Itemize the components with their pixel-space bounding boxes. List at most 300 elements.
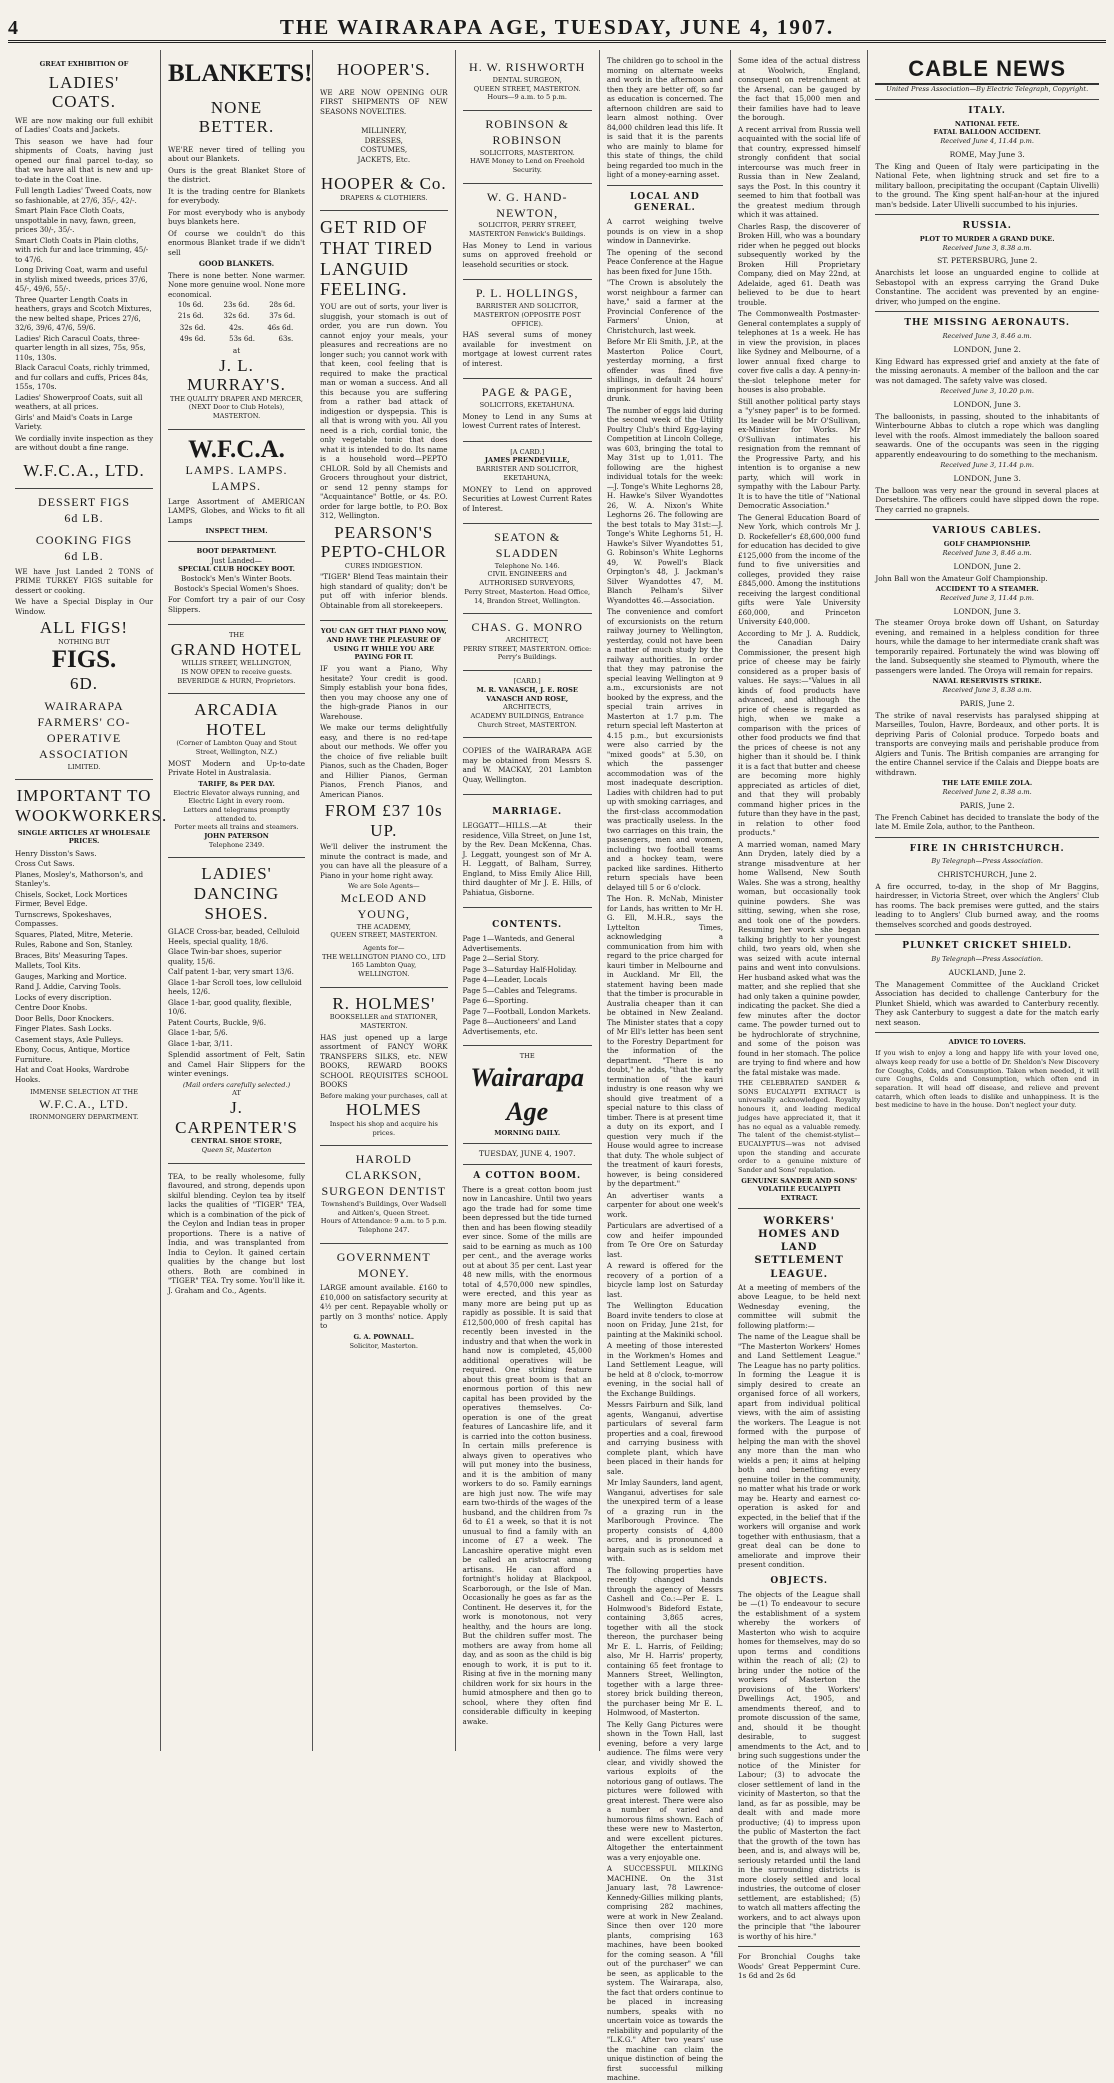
story-received: Received June 3, 8.46 a.m. <box>942 332 1032 341</box>
contents-item: Page 7—Football, London Markets. <box>462 1006 591 1016</box>
robinson-card <box>463 111 592 184</box>
ad-text: "TIGER" Blend Teas maintain their high standard of quality; don't be put off with inferior blends. Obtainable from all storekeepers. <box>320 572 448 610</box>
ad-title: R. HOLMES' <box>332 993 436 1013</box>
address: 165 Lambton Quay, <box>351 961 417 970</box>
news-paragraph: The name of the League shall be "The Masterton Workers' Homes and Land Settlement League." The League has no party politics. In forming the League it is simply desired to create an organised force of all workers, apart from individual political views, with the aim of assisting the workers. The League is not formed with the purpose of helping the man with the shovel any more than the man who wields a pen; it aims at helping both and benefiting every genuine toiler in the community, no matter what his trade or work may be. Hearty and earnest co-operation is asked for and expected, in the belief that if the workers will organise and work together with enthusiasm, that a great deal can be done to ameliorate and improve their present condition. <box>738 1332 861 1570</box>
news-paragraph: The Wellington Education Board invite tenders to close at noon on Friday, June 21st, for painting at the Makiniki school. <box>606 1301 724 1339</box>
paper-date: TUESDAY, JUNE 4, 1907. <box>478 1149 576 1159</box>
story-heading: NAVAL RESERVISTS STRIKE. <box>932 677 1042 686</box>
story-country: VARIOUS CABLES. <box>932 526 1042 537</box>
tool-item: Finger Plates. Sash Locks. <box>15 1024 112 1034</box>
price: 32s 6d. <box>223 312 250 321</box>
coat-item: Smart Plain Face Cloth Coats, unspottable in navy, fawn, green, prices 30/-, 35/-. <box>15 206 136 235</box>
card-text: HAVE Money to Lend on Freehold Security. <box>469 157 585 174</box>
store-address: (NEXT Door to Club Hotels), MASTERTON. <box>188 403 285 421</box>
news-paragraph: The Commonwealth Postmaster-General contemplates a supply of telephones at 1s a week. He has in view the provision, in places like Sydney and Melbourne, of a lower annual fixed charge to cover five calls a day. A penny-in-the-slot telephone meter for houses is also probable. <box>738 309 861 394</box>
contents-item: Page 4—Leader, Locals <box>462 975 548 985</box>
card-title: SEATON & SLADDEN <box>494 530 561 560</box>
firm-name: W.F.C.A., LTD. <box>23 460 145 480</box>
piano-ad <box>320 621 448 987</box>
hours: Hours of Attendance: 9 a.m. to 5 p.m. Telephone 247. <box>320 1217 447 1235</box>
news-paragraph: Before Mr Eli Smith, J.P., at the Masterton Police Court, yesterday morning, a first offender was fined five shillings, in default 24 hours' imprisonment for having been drunk. <box>606 337 724 404</box>
hooper-item: COSTUMES, <box>360 145 408 155</box>
paper-sub: MORNING DAILY. <box>494 1129 561 1138</box>
cable-news-sub: United Press Association—By Electric Telegraph, Copyright. <box>886 85 1089 94</box>
proprietors: BEVERIDGE & HURN, Proprietors. <box>177 676 296 685</box>
story-dateline: ROME, May June 3. <box>949 149 1025 159</box>
cable-story <box>875 779 1099 831</box>
hand-newton-card <box>463 184 592 281</box>
figs-price: 6d LB. <box>64 511 104 526</box>
subsection-heading: OBJECTS. <box>770 1575 829 1586</box>
ad-text: YOU are out of sorts, your liver is sluggish, your stomach is out of order, you are run down. You cannot enjoy your meals, your pleasures and recreations are no longer such; you cannot work with that keen, cool feeling that is required to make the practical man or woman a success. And all this because you are suffering from a rather bad attack of indigestion or dyspepsia. This is all that is wrong with you. All you need is a rich, cordial tonic, the only vegetable tonic that does what it is intended to do. Its name is a household word—PEPTO CHLOR. Sold by all Chemists and Grocers throughout your district, or send 12 penny stamps for "Acquaintance" Bottle, or 4s. P.O. order for large bottle, to P.O. Box 312, Wellington. <box>320 302 448 521</box>
store-sub: CENTRAL SHOE STORE, <box>190 1137 282 1146</box>
tool-item: Casement stays, Axle Pulleys. <box>15 1034 124 1044</box>
column-5 <box>600 50 731 2083</box>
phone: Telephone No. 146. <box>494 561 560 570</box>
contents-item: Page 8—Auctioneers' and Land Advertisements, etc. <box>462 1017 577 1036</box>
page-number: 4 <box>8 17 18 39</box>
store-sub: THE ACADEMY, <box>356 922 411 931</box>
tool-item: Centre Door Knobs. <box>15 1003 88 1013</box>
story-heading: ADVICE TO LOVERS. <box>948 1038 1026 1047</box>
story-heading: NATIONAL FETE. <box>954 119 1020 128</box>
ad-footer: IMMENSE SELECTION AT THE <box>30 1088 138 1097</box>
masthead <box>8 6 1106 43</box>
marriage-notice <box>463 795 592 908</box>
contents-item: Page 1—Wanteds, and General Advertisements. <box>462 934 575 953</box>
dentist-ad <box>320 1146 448 1243</box>
tool-item: Turnscrews, Spokeshaves, Compasses. <box>15 909 112 929</box>
department: IRONMONGERY DEPARTMENT. <box>29 1113 139 1121</box>
price: 53s 6d. <box>229 334 255 343</box>
grand-hotel-ad <box>168 625 305 694</box>
pepto-chlor-ad <box>320 211 448 621</box>
story-dateline: CHRISTCHURCH, June 2. <box>937 870 1037 880</box>
story-heading: PLOT TO MURDER A GRAND DUKE. <box>919 234 1055 243</box>
coat-item: Black Caracul Coats, richly trimmed, and fur collars and cuffs, Prices 84s, 155s, 170s. <box>15 363 150 392</box>
department: BOOT DEPARTMENT. <box>196 547 277 556</box>
figs-big: FIGS. <box>51 646 117 674</box>
card-sub: ARCHITECT, <box>505 636 549 645</box>
section-heading: LOCAL AND GENERAL. <box>630 191 700 214</box>
news-paragraph: A reward is offered for the recovery of a portion of a bicycle lamp lost on Saturday last. <box>606 1261 724 1299</box>
store-sub: THE QUALITY DRAPER AND MERCER, <box>169 394 304 403</box>
ad-title: ARCADIA HOTEL <box>194 700 279 739</box>
ad-title: GRAND HOTEL <box>170 639 303 659</box>
column-6 <box>731 50 868 1981</box>
firm-name: W.F.C.A., LTD. <box>39 1097 129 1112</box>
story-body: The French Cabinet has decided to translate the body of the late M. Emile Zola, author, to the Pantheon. <box>875 812 1099 831</box>
cable-story <box>875 311 1099 385</box>
rishworth-card <box>463 54 592 111</box>
shoe-item: GLACE Cross-bar, beaded, Celluloid Heels, special quality, 18/6. <box>168 927 300 946</box>
tool-item: Henry Disston's Saws. <box>15 848 97 858</box>
story-byline: By Telegraph—Press Association. <box>931 955 1043 964</box>
phone: Telephone 2349. <box>208 840 265 849</box>
story-received: Received June 3, 11.44 p.m. <box>940 593 1035 602</box>
dancing-shoes-ad <box>168 858 305 1163</box>
contents-item: Page 5—Cables and Telegrams. <box>462 985 578 995</box>
story-body: The Management Committee of the Auckland Cricket Association has decided to challenge Canterbury for the Plunket Shield, which was awarded to Canterbury recently. They ask Canterbury to suggest a date for the match early next season. <box>875 979 1099 1027</box>
at-label: at <box>232 346 241 356</box>
story-received: Received June 3, 8.38 a.m. <box>942 243 1032 252</box>
ad-text: There is none better. None warmer. None more genuine wool. None more economical. <box>168 270 305 299</box>
story-country: RUSSIA. <box>962 221 1012 232</box>
ad-text: Ours is the great Blanket Store of the district. <box>168 165 305 185</box>
contents-heading: CONTENTS. <box>492 920 563 931</box>
address: ACADEMY BUILDINGS, Entrance Church Street, MASTERTON. <box>470 711 584 729</box>
story-received: Received June 3, 8.46 a.m. <box>942 549 1032 558</box>
ad-text: Electric Elevator always running, and Electric Light in every room. <box>173 788 300 806</box>
news-paragraph: A recent arrival from Russia well acquainted with the social life of that country, expressed himself strongly confident that social intercourse was much freer in Russia than in New Zealand, says the Post. In this country it seemed to him that football was the greatest medium through which it was attained. <box>738 124 861 219</box>
story-dateline: PARIS, June 2. <box>959 698 1015 708</box>
price: 32s 6d. <box>179 323 206 332</box>
newspaper-page <box>8 6 1106 2083</box>
ad-text: LARGE amount available. £160 to £10,000 on satisfactory security at 4½ per cent. Repayable wholly or partly on 3 months' notice. Apply to <box>320 1283 448 1331</box>
ad-text: Bostock's Men's Winter Boots. <box>181 574 292 583</box>
story-heading: PLUNKET CRICKET SHIELD. <box>902 941 1073 952</box>
price: 42s. <box>229 323 244 332</box>
tool-list <box>15 849 153 1085</box>
story-body: King Edward has expressed grief and anxiety at the fate of the missing aeronauts. A member of the balloon and the car was not damaged. The safety valve was closed. <box>875 356 1099 385</box>
ad-highlight: GOOD BLANKETS. <box>198 259 275 269</box>
price: 49s 6d. <box>179 334 206 343</box>
shoe-item: Glace Twin-bar shoes, superior quality, 15/6. <box>168 947 282 966</box>
figs-note: WE have Just Landed 2 TONS of PRIME TURKEY FIGS suitable for dessert or cooking. <box>15 566 153 595</box>
story-dateline: LONDON, June 3. <box>953 606 1021 616</box>
section-heading: WORKERS' HOMES AND LAND SETTLEMENT LEAGUE. <box>754 1215 844 1280</box>
shoe-item: Glace 1-bar, 3/11. <box>168 1038 233 1048</box>
story-received: Received June 3, 8.38 a.m. <box>942 686 1032 695</box>
nothing-but: NOTHING BUT <box>58 637 110 646</box>
notice-text: LEGGATT—HILLS.—At their residence, Villa Street, on June 1st, by the Rev. Dean McKenna, Chas. J. Leggatt, youngest son of Mr A. H. Leggatt, of Balham, Surrey, England, to Miss Emily Alice Hill, third daughter of Mr J. E. Hills, of Pahiatua, Gisborne. <box>462 821 592 897</box>
news-paragraph: The convenience and comfort of excursionists on the return railway journey to Wellington, yesterday, could not have been a matter of much study by the railway authorities. In order that they may patronise the special leaving Wellington at 9 a.m., excursionists are not booked by the express, and the special train arrives in Masterton at 1.7 p.m. The return special left Masterton at 4.15 p.m., but excursionists were also carried by the "mixed goods" at 5.30, on which the passenger accommodation was of the most inadequate description. Ladies with children had to put up with smoking carriages, and the first-class accommodation was practically useless. In the two carriages on this train, the passengers, men and women, including two football teams and a hockey team, were packed like sardines. Hitherto return specials have been delayed till 5 or 6 o'clock. <box>606 607 724 892</box>
news-paragraph: Still another political party stays a "y'sney paper" is to be formed. Its leader will be Mr O'Sullivan, ex-Minister for Works. Mr O'Sullivan intimates his resignation from the remnant of the Progressive Party, and his intention is to organise a new party, which will work in sympathy with the Labour Party. It is to have the title of "National Democratic Association." <box>738 396 861 510</box>
page-card <box>463 379 592 442</box>
story-body: The balloonists, in passing, shouted to the inhabitants of Winterbourne Abbas to clutch a rope which was dangling level with the roofs. Almost immediately the balloon soared seawards. One of the occupants was seen in the rigging apparently endeavouring to do something to the mechanism. <box>875 411 1099 459</box>
column-7 <box>868 50 1106 1751</box>
price: 21s 6d. <box>177 312 204 321</box>
ad-highlight: SPECIAL CLUB HOCKEY BOOT. <box>178 565 295 574</box>
story-body: A fire occurred, to-day, in the shop of Mr Baggins, hairdresser, in Victoria Street, over which the Anglers' Club has rooms. The back premises were gutted, and the stairs leading to to Anglers' Club burned away, and the rooms themselves scorched and goods destroyed. <box>875 881 1099 929</box>
address: WELLINGTON. <box>358 970 410 979</box>
news-paragraph: Particulars are advertised of a cow and heifer impounded from Te Ore Ore on Saturday last. <box>606 1221 724 1259</box>
news-paragraph: A married woman, named Mary Ann Dryden, lately died by a strange misadventure at her home Wallsend, New South Wales. She was a strong, healthy woman, but occasionally took quinine powders. She was sitting, sewing, when she rose, and took one of the powders. Resuming her work she began talking brightly to her youngest child, two years old, when she was seized with acute internal pains and went into convulsions. Her husband asked what was the matter, and she replied that she had only taken a quinine powder, indicating the packet. She died a few minutes after the doctor came. The powder turned out to be hydrochlorate of strychnine, and some of the poison was found in her stomach. The police are trying to find where and how the fatal mistake was made. <box>738 839 861 1077</box>
story-received: Received June 2, 8.38 a.m. <box>942 787 1032 796</box>
ad-text: Letters and telegrams promptly attended to. <box>183 805 290 823</box>
ad-text: It is the trading centre for Blankets for everybody. <box>168 186 305 206</box>
blankets-ad <box>168 54 313 430</box>
ad-text: IF you want a Piano, Why hesitate? Your credit is good. Simply establish your bona fides, then you may choose any one of the high-grade Pianos in our Warehouse. <box>320 664 448 721</box>
story-country: THE MISSING AERONAUTS. <box>904 318 1070 329</box>
newspaper-title: THE WAIRARAPA AGE, TUESDAY, JUNE 4, 1907. <box>279 15 835 39</box>
cable-story <box>875 214 1099 306</box>
ad-body: This season we have had four shipments of Coats, having just opened our final parcel to-day, so that we have all that is new and up-to-date in the Coat line. <box>15 136 153 184</box>
blanket-prices <box>168 301 305 344</box>
story-body: Anarchists let loose an unguarded engine to collide at Sebastopol with an express carrying the Grand Duke Constantine. The accident was prevented by an engine-driver, who jumped on the engine. <box>875 268 1099 306</box>
tool-item: Cross Cut Saws. <box>15 859 75 869</box>
ad-text: For Comfort try a pair of our Cosy Slippers. <box>168 595 305 614</box>
tool-item: Locks of every discription. <box>15 992 112 1002</box>
ad-text: Large Assortment of AMERICAN LAMPS, Globes, and Wicks to fit all Lamps <box>168 496 305 525</box>
cable-story <box>875 99 1099 209</box>
coat-item: Full length Ladies' Tweed Coats, now so fashionable, at 27/6, 35/-, 42/-. <box>15 186 152 205</box>
card-title: PAGE & PAGE, <box>481 385 573 400</box>
contents-item: Page 6—Sporting. <box>462 996 529 1006</box>
price: 37s 6d. <box>269 312 296 321</box>
ad-text: TEA, to be really wholesome, fully flavoured, and strong, depends upon skilful blending. Ceylon tea by itself lacks the qualities of "TIGER" TEA, which is a combination of the pick of the Ceylon and Indian teas in proper proportions. There is a native of India, and was transplanted from India to Ceylon. It gained certain qualities by the change but lost others. Both are combined in "TIGER" TEA. Try some. You'll like it. J. Graham and Co., Agents. <box>168 1171 305 1295</box>
address: PERRY STREET, MASTERTON. Office: Perry's Buildings. <box>463 644 592 662</box>
lamps-heading: LAMPS. LAMPS. LAMPS. <box>185 463 288 494</box>
figs-price: 6d LB. <box>64 548 104 563</box>
company: THE WELLINGTON PIANO CO., LTD <box>321 952 446 961</box>
card-title: H. W. RISHWORTH <box>469 60 586 74</box>
cable-story <box>875 461 1099 514</box>
cable-story <box>875 387 1099 459</box>
notice-heading: MARRIAGE. <box>492 807 563 818</box>
figs-6d: 6D. <box>69 673 99 693</box>
coat-item: Ladies' Showerproof Coats, suit all weathers, at all prices. <box>15 392 143 412</box>
story-heading: FATAL BALLOON ACCIDENT. <box>933 128 1041 137</box>
ad-title: BLANKETS! <box>168 60 313 87</box>
card-sub: SOLICITOR, PERRY STREET, MASTERTON Fenwick's Buildings. <box>468 221 586 239</box>
ad-intro: WE are now making our full exhibit of Ladies' Coats and Jackets. <box>15 115 153 135</box>
tool-item: Rand J. Addie, Carving Tools. <box>15 982 122 992</box>
advertisement-highlight: GENUINE SANDER AND SONS' VOLATILE EUCALYPTI EXTRACT. <box>741 1176 858 1203</box>
shoe-item: Patent Courts, Buckle, 9/6. <box>168 1017 267 1027</box>
hooper-item: JACKETS, Etc. <box>357 154 411 164</box>
card-sub: ARCHITECTS, <box>503 703 552 712</box>
ad-text: MOST Modern and Up-to-date Private Hotel in Australasia. <box>168 758 305 778</box>
news-paragraph: The objects of the League shall be —(1) To endeavour to secure the establishment of a system whereby the workers of Masterton who wish to acquire homes for themselves, may do so upon terms and conditions within the reach of all; (2) to bring under the notice of the workers of Masterton the provisions of the Workers' Dwellings Act, 1905, and amendments thereof, and to promote discussion of the same, and, should it be thought desirable, to suggest amendments to the Act, and to bring such suggestions under the notice of the Minister for Labour; (3) to advocate the closer settlement of land in the vicinity of Masterton, so that the land, as far as possible, may be dealt with and made more productive; (4) to impress upon the public of Masterton the fact that the growth of the town has been, and is, and always will be, seriously retarded until the land in the surrounding districts is more closely settled and local industries, the outcome of closer settlement, are established; (5) to watch all matters affecting the workers, and to act always upon the principle that "the labourer is worthy of his hire." <box>738 1589 861 1941</box>
contents-item: Page 2—Serial Story. <box>462 954 539 964</box>
monro-card <box>463 614 592 671</box>
card-sub: DENTAL SURGEON, <box>492 75 562 84</box>
figs-display: We have a Special Display in Our Window. <box>15 597 153 616</box>
news-paragraph: Messrs Fairburn and Silk, land agents, Wanganui, advertise particulars of several farm properties and a coal, firewood and carrying business with complete plant, which have been placed in their hands for sale. <box>606 1400 724 1476</box>
product-name: PEARSON'S PEPTO-CHLOR <box>320 522 447 562</box>
advertisement-text: THE CELEBRATED SANDER & SONS EUCALYPTI EXTRACT is universally acknowledged. Royalty honours it, and leading medical judges have appreciated it, that it has no equal as a valuable remedy. The talent of the chemist-stylist—EUCALYPTUS—was not advised upon the standing and accurate order to a genuine mixture of Sander and Sons' repulation. <box>738 1079 861 1175</box>
at-label: AT <box>232 1089 241 1098</box>
all-figs: ALL FIGS! <box>39 618 129 638</box>
prendeville-card <box>463 442 592 524</box>
column-2 <box>161 50 313 1751</box>
news-paragraph: The Kelly Gang Pictures were shown in the Town Hall, last evening, before a very large audience. The films were very clear, and vividly showed the various exploits of the notorious gang of outlaws. The pictures were followed with great interest. There were also a number of varied and humorous films shown. Each of these were new to Masterton, and were excellent pictures. Altogether the entertainment was a very enjoyable one. <box>606 1719 724 1862</box>
figs-heading: COOKING FIGS <box>35 533 133 547</box>
hours: Hours—9 a.m. to 5 p.m. <box>487 93 567 102</box>
ad-close: We cordially invite inspection as they are without doubt a fine range. <box>15 433 153 453</box>
contents-box <box>463 908 592 1046</box>
leader-heading: A COTTON BOOM. <box>473 1171 582 1182</box>
coat-item: Girls' and Maid's Coats in Large Variety. <box>15 412 133 432</box>
card-text: Has Money to Lend in various sums on approved freehold or leasehold securities or stock. <box>462 240 592 269</box>
ad-text: We make our terms delightfully easy, and there is no red-tape about our methods. We offer you the choice of five reliable built Pianos, such as the Chaden, Boger and Hillier Pianos, German Pianos, French Pianos, and American Pianos. <box>320 723 448 799</box>
story-received: Received June 3, 11.44 p.m. <box>940 461 1035 470</box>
contents-item: Page 3—Saturday Half-Holiday. <box>462 964 577 974</box>
news-paragraph: According to Mr J. A. Ruddick, the Canadian Dairy Commissioner, the present high price of cheese may be fairly considered as a proper basis of values. He says:—"Values in all kinds of food products have advanced, and although the price of cheese is regarded as high, when we make a comparison with the prices of other food products we find that the prices of cheese is not any higher than it should be. I think it is a fact that butter and cheese are becoming more highly appreciated as articles of diet, and that they will probably command higher prices in the future than they have in the past, in relation to other food products." <box>738 628 861 837</box>
story-dateline: LONDON, June 2. <box>953 344 1021 354</box>
figs-heading: DESSERT FIGS <box>37 495 131 510</box>
story-body: The strike of naval reservists has paralysed shipping at Marseilles, Toulon, Havre, Bordeaux, and other ports. It is depriving Paris of Colonial produce. Torpedo boats and transports are conveying mails and perishable produce from Algiers and Tunis. The British companies are arranging for the entire Channel service if the Calais and Dieppe boats are withdrawn. <box>875 710 1099 777</box>
ad-subtitle: SINGLE ARTICLES AT WHOLESALE PRICES. <box>17 828 151 846</box>
story-dateline: AUCKLAND, June 2. <box>948 968 1026 978</box>
ad-text: WE ARE NOW OPENING OUR FIRST SHIPMENTS OF NEW SEASONS NOVELTIES. <box>320 87 448 116</box>
story-heading: THE LATE EMILE ZOLA. <box>942 779 1033 788</box>
story-dateline: LONDON, June 3. <box>953 474 1021 484</box>
ad-text: Just Landed— <box>211 555 262 565</box>
agent-place: Solicitor, Masterton. <box>349 1341 419 1350</box>
story-dateline: LONDON, June 3. <box>953 399 1021 409</box>
news-paragraph: The Hon. R. McNab, Minister for Lands, has written to Mr H. G. Ell, M.H.R., says the Lyttelton Times, acknowledging a communication from him with regard to the price charged for kauri timber in Melbourne and in Auckland. Mr Ell, the statement having been made that the timber is procurable in Australia cheaper than it can be obtained in New Zealand. The Minister states that a copy of Mr Ell's letter has been sent to the Forestry Department for the information of the department. "There is no doubt," he adds, "that the early termination of the kauri industry is one reason why we should give treatment of a special nature to this class of timber. There is at present time a duty on its export, and I question very much if the House would agree to increase that duty. The whole subject of the treatment of kauri forests, however, is being considered by the department." <box>606 894 724 1189</box>
story-dateline: ST. PETERSBURG, June 2. <box>937 256 1038 266</box>
story-received: Received June 4, 11.44 p.m. <box>940 137 1035 146</box>
figs-ad <box>15 489 153 780</box>
shoe-item: Glace 1-bar, good quality, flexible, 10/6. <box>168 997 292 1017</box>
news-paragraph: Charles Rasp, the discoverer of Broken Hill, who was a boundary rider when he pegged out blocks subsequently worked by the Broken Hill Proprietary Company, died on May 22nd, at Adelaide, aged 61. Death was believed to be due to heart trouble. <box>738 221 861 307</box>
news-paragraph: A SUCCESSFUL MILKING MACHINE. On the 31st January last, 78 Lawrence-Kennedy-Gillies milking plants, comprising 282 machines, were at work in New Zealand. Since then over 120 more plants, comprising 163 machines, have been booked for the coming season. A "fill out of the purchaser" we can be seen, as applicable to the system. The Wairarapa, also, the fact that orders continue to be placed in increasing numbers, speaks with no uncertain voice as towards the reliability and popularity of the "L.K.G." After two years' use the machine can claim the unique distinction of being the first successful milking machine. <box>606 1864 724 2083</box>
holmes-ad <box>320 988 448 1147</box>
hollings-card <box>463 280 592 379</box>
tool-item: Gauges, Marking and Mortice. <box>15 971 127 981</box>
coat-item: Smart Cloth Coats in Plain cloths, with rich fur and lace trimming, 45/- to 47/6. <box>15 235 149 264</box>
the-label: THE <box>519 1052 535 1061</box>
seaton-card <box>463 524 592 614</box>
card-title: P. L. HOLLINGS, <box>475 286 579 301</box>
card-sub: SOLICITORS, EKETAHUNA. <box>479 401 575 410</box>
store-name: J. L. MURRAY'S. <box>187 355 286 395</box>
card-sub: BARRISTER AND SOLICITOR, MASTERTON (OPPOSITE POST OFFICE). <box>473 302 581 328</box>
tariff: TARIFF, 8s PER DAY. <box>198 779 275 788</box>
shoe-item: Glace 1-bar, 5/6. <box>168 1028 228 1038</box>
wfca-lamps-ad <box>168 430 305 625</box>
price: 23s 6d. <box>223 301 250 310</box>
news-paragraph: At a meeting of members of the above League, to be held next Wednesday evening, the committee will submit the following platform:— <box>738 1282 861 1330</box>
store-sub: DRAPERS & CLOTHIERS. <box>340 193 428 202</box>
vanasch-card <box>463 671 592 738</box>
card-title: ROBINSON & ROBINSON <box>485 116 570 147</box>
card-sub: BARRISTER AND SOLICITOR, EKETAHUNA, <box>476 465 579 482</box>
news-paragraph: Some idea of the actual distress at Woolwich, England, consequent on retrenchment at the Arsenal, can be gauged by the fact that 15,000 men and their families have had to leave the borough. <box>738 56 861 122</box>
price: FROM £37 10s UP. <box>324 801 443 840</box>
tool-item: Chisels, Socket, Lock Mortices Firmer, Bevel Edge. <box>15 889 128 909</box>
ad-text: Before making your purchases, call at <box>320 1091 448 1100</box>
tool-item: Mallets, Tool Kits. <box>15 961 81 971</box>
card-text: MONEY to Lend on approved Securities at Lowest Current Rates of Interest. <box>462 484 592 513</box>
store-sub: BOOKSELLER and STATIONER, MASTERTON. <box>329 1013 438 1031</box>
ad-text: Inspect his shop and acquire his prices. <box>329 1120 438 1137</box>
ad-text: WE'RE never tired of telling you about our Blankets. <box>168 144 305 164</box>
notice-text: COPIES of the WAIRARAPA AGE may be obtained from Messrs S. and W. MACKAY, 201 Lambton Quay, Wellington. <box>462 746 592 784</box>
address: Queen St, Masterton <box>201 1145 272 1154</box>
coat-item: Long Driving Coat, warm and useful in stylish mixed tweeds, prices 37/6, 45/-, 49/6, 55/-. <box>15 265 148 294</box>
product-claim: CURES INDIGESTION. <box>344 561 423 570</box>
ad-title: W.F.C.A. <box>188 435 285 463</box>
ad-text: We are Sole Agents— <box>347 882 420 891</box>
story-body: The balloon was very near the ground in several places at Dorsetshire. The officers could have slipped down the rope. They carried no grapnels. <box>875 485 1099 514</box>
tool-item: Door Bells, Door Knockers. <box>15 1013 115 1023</box>
shoe-item: Calf patent 1-bar, very smart 13/6. <box>168 967 294 977</box>
cable-story <box>875 677 1099 777</box>
news-paragraph: "The Crown is absolutely the worst neighbour a farmer can have," said a farmer at the Provincial Conference of the Farmers' Union, at Christchurch, last week. <box>606 278 724 335</box>
news-paragraph: The following properties have recently changed hands through the agency of Messrs Cashell and Co.:—Per E. L. Holmwood's Bideford Estate, containing 3,865 acres, together with all the stock thereon, the purchaser being Mr E. L. Harris, of Feilding; also, Mr H. Harris' property, containing 65 feet frontage to Manners Street, Wellington, together with a large three-storey brick building thereon, the purchaser being Mr E. L. Holmwood, of Masterton. <box>606 1565 724 1718</box>
ad-text: Bostock's Special Women's Shoes. <box>174 583 299 593</box>
story-heading: FIRE IN CHRISTCHURCH. <box>909 843 1065 854</box>
store-name: HOLMES <box>345 1100 422 1120</box>
story-country: ITALY. <box>968 105 1006 116</box>
editorial-nameplate <box>463 1046 592 1736</box>
ad-text: HAS just opened up a large assortment of FANCY WORK TRANSFERS SILKS, etc. NEW BOOKS, REWARD BOOKS SCHOOL REQUISITES SCHOOL BOOKS <box>320 1032 448 1090</box>
ad-text: We'll deliver the instrument the minute the contract is made, and you can have all the pleasure of a Piano in your home right away. <box>320 842 448 880</box>
ad-subtitle: BETTER. <box>198 117 275 137</box>
news-paragraph: A meeting of those interested in the Workmen's Homes and Land Settlement League, will be held at 8 o'clock, to-morrow evening, in the social hall of the Exchange Buildings. <box>606 1341 724 1398</box>
ad-title: GOVERNMENT MONEY. <box>336 1249 431 1280</box>
news-paragraph: The number of eggs laid during the second week of the Utility Poultry Club's third Egg-laying Competition at Lincoln College, was 603, bringing the total to May 31st up to 1,011. The following are the highest individual totals for the week:—J. Tonge's White Leghorns 28, H. Hawke's Silver Wyandottes 26, W. A. Nixon's White Leghorns 26. The following are the best totals to May 31st:—J. Tonge's White Leghorns 51, H. Hawke's Silver Wyandottes 51, G. Robinson's White Leghorns 49, W. Powell's Black Orpington's 48, J. Jackman's Silver Wyandottes 47, M. Blanch Pelham's Silver Wyandottes 46.—Association. <box>606 405 724 605</box>
news-paragraph: A carrot weighing twelve pounds is on view in a shop window in Dannevirke. <box>606 217 724 246</box>
price: 46s 6d. <box>267 323 294 332</box>
store-name: McLEOD AND YOUNG, <box>340 890 427 921</box>
card-text: HAS several sums of money available for investment on mortgage at lowest current rates of interest. <box>462 330 592 368</box>
story-body: The King and Queen of Italy were participating in the National Fete, when lightning struck and set fire to a military balloon, precipitating the occupant (Captain Ulivelli) to the ground. The King spent half-an-hour at the injured man's bedside. Later Ulivelli succumbed to his injuries. <box>875 161 1099 209</box>
advertisement-text: For Bronchial Coughs take Woods' Great Peppermint Cure. 1s 6d and 2s 6d <box>738 1952 861 1981</box>
paper-name: Wairarapa Age <box>470 1062 585 1127</box>
card-sub: CIVIL ENGINEERS and AUTHORISED SURVEYORS, <box>479 570 576 588</box>
cable-story <box>875 585 1099 675</box>
cable-stories <box>875 99 1099 832</box>
ad-note: (Mail orders carefully selected.) <box>182 1080 291 1089</box>
story-byline: By Telegraph—Press Association. <box>931 857 1043 866</box>
tool-item: Braces, Bits' Measuring Tapes. <box>15 950 128 960</box>
arcadia-hotel-ad <box>168 694 305 858</box>
coat-item: Ladies' Rich Caracul Coats, three-quarter length in all sizes, 75s, 95s, 110s, 130s. <box>15 333 146 362</box>
coat-item: Three Quarter Length Coats in heathers, grays and Scotch Mixtures, the new belted shape, Prices 27/6, 32/6, 39/6, 47/6, 59/6. <box>15 294 152 333</box>
ad-text: Agents for— <box>363 944 405 953</box>
card-title: CHAS. G. MONRO <box>471 620 583 635</box>
hooper-item: DRESSES, <box>364 135 403 145</box>
story-heading: ACCIDENT TO A STEAMER. <box>935 585 1039 594</box>
tool-item: Rules, Rabone and Son, Stanley. <box>15 940 133 950</box>
ad-text: Of course we couldn't do this enormous Blanket trade if we didn't sell <box>168 228 305 257</box>
ad-title: LADIES' COATS. <box>48 72 120 112</box>
tool-item: Ebony, Cocus, Antique, Mortice Furniture. <box>15 1045 130 1064</box>
hooper-item: MILLINERY, <box>361 126 407 136</box>
ad-subtitle: NONE <box>210 97 263 117</box>
leader-body: There is a great cotton boom just now in Lancashire. Until two years ago the trade had for some time been depressed but the tide turned then and has been flowing steadily ever since. Some of the mills are said to be earning as much as 100 per cent., and the average works out at about 35 per cent. Last year 48 new mills, with the enormous total of 4,570,000 new spindles, were erected, and this year as many more are being put up as rapidly as possible. It is said that £12,500,000 of fresh capital has recently been invested in the industry and that when the work in hand now is completed, 45,000 additional operatives will be required. One striking feature about this great boom is that an enormous portion of this new capital has been provided by the operatives themselves. Co-operation is one of the great features of Lancashire life, and it is carried into the cotton business. In certain mills preference is always given to operatives who will put money into the business, and it is the ambition of many workers to do so. Family earnings are high just now. The wife may earn two-thirds of the wages of the husband, and the children from 7s 6d to £1 a week, so that it is not unusual to find a family with an income of £7 a week. The Lancashire operative might even be called an aristocrat among artisans. He can afford a fortnight's holiday at Blackpool, Scarborough, or the Isle of Man. Occasionally he goes as far as the Continent. He deserves it, for the work is monotonous, not very healthy, and the hours are long. But the children suffer most. The mothers are away from home all day, and as soon as the child is big enough to work, it is put to it. Rising at five in the morning many children work for six hours in the humid atmosphere and then go to school, where they often find considerable difficulty in keeping awake. <box>462 1184 592 1726</box>
owner: JOHN PATERSON <box>204 832 269 841</box>
ad-title: GET RID OF THAT TIRED LANGUID FEELING. <box>320 217 433 300</box>
cable-story <box>875 519 1099 583</box>
tool-item: Squares, Plated, Mitre, Meterie. <box>15 929 133 939</box>
column-4 <box>456 50 600 1751</box>
coat-list <box>15 186 153 432</box>
ad-heading: GREAT EXHIBITION OF <box>39 60 129 68</box>
address: QUEEN STREET, MASTERTON. <box>330 931 438 940</box>
story-body: The steamer Oroya broke down off Ushant, on Saturday evening, and remained in a helpless condition for three hours, while the damage to her intermediate crank shaft was temporarily repaired. Fortunately the wind was blowing off the land. Subsequently she steamed to Plymouth, where the passengers were landed. The Oroya will remain for repairs. <box>875 618 1099 675</box>
ad-text: IS NOW OPEN to receive guests. <box>181 667 292 676</box>
card-title: M. R. VANASCH, J. E. ROSE VANASCH AND ROSE, <box>476 685 578 703</box>
ad-text: Porter meets all trains and steamers. <box>174 823 299 832</box>
card-text: Money to Lend in any Sums at lowest Current rates of Interest. <box>462 411 592 431</box>
news-paragraph: The opening of the second Peace Conference at the Hague has been fixed for June 15th. <box>606 247 724 276</box>
address: (Corner of Lambton Quay and Stout Street, Wellington, N.Z.) <box>176 739 297 757</box>
column-1 <box>8 50 168 1751</box>
story-heading: GOLF CHAMPIONSHIP. <box>943 540 1031 549</box>
story-dateline: PARIS, June 2. <box>959 800 1015 810</box>
ad-title: DANCING SHOES. <box>193 884 280 923</box>
story-received: Received June 3, 10.20 p.m. <box>940 387 1035 396</box>
the-label: THE <box>229 631 244 639</box>
leader-continuation: The children go to school in the morning on alternate weeks and work in the afternoon and then they are better off, so far as education is concerned. The afternoon children are said to learn almost nothing. Over 84,000 children lead this life. It is said that it is the parents who are mainly to blame for this state of things, the child being regarded too much in the light of a money-earning asset. <box>606 56 724 179</box>
